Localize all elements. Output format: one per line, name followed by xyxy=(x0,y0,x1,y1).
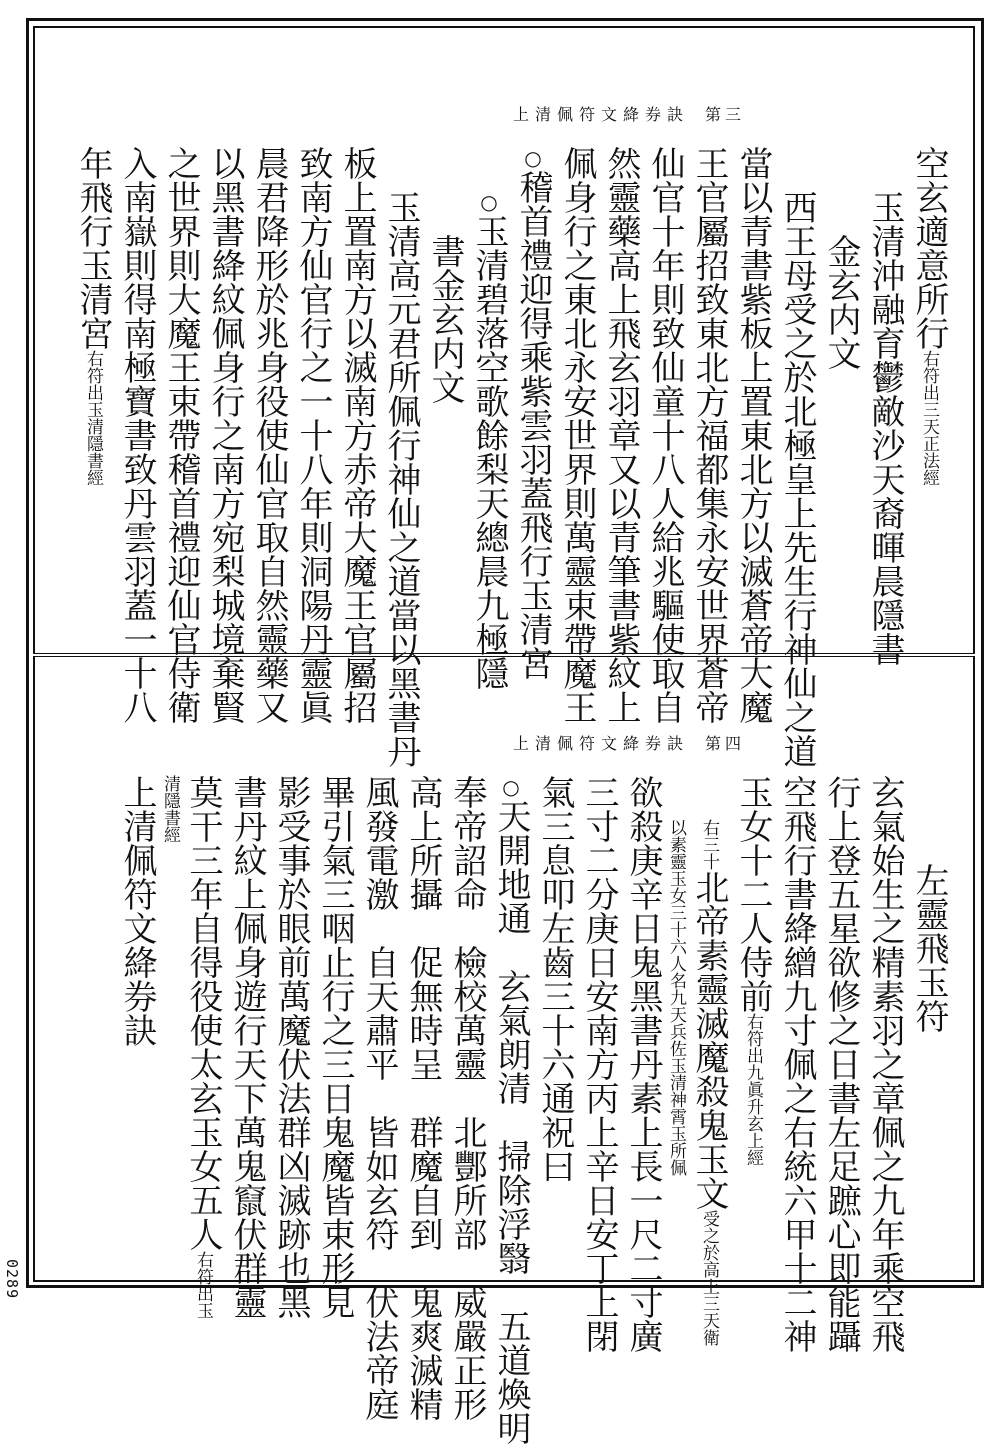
bottom-text-column xyxy=(269,775,313,1319)
bottom-text-column xyxy=(819,775,863,1353)
top-text-column xyxy=(555,146,599,724)
main-text: 晨君降形於兆身役使仙官取自然靈藥又 xyxy=(249,146,289,724)
main-text: 書金玄内文 xyxy=(425,234,465,404)
main-text: 然靈藥高上飛玄羽章又以青筆書紫紋上 xyxy=(601,146,641,724)
top-header-page-number: 第三 xyxy=(704,105,745,124)
main-text: 莫干三年自得役使太玄玉女五人 xyxy=(183,775,223,1251)
main-text: 空飛行書絳繒九寸佩之右統六甲十二神 xyxy=(777,775,817,1353)
bottom-text-column xyxy=(577,775,621,1353)
top-text-column xyxy=(115,146,159,724)
main-text: 書丹紋上佩身遊行天下萬鬼竄伏群靈 xyxy=(227,775,267,1319)
bottom-text-column xyxy=(159,775,181,1262)
top-text-column xyxy=(731,146,775,724)
interlinear-note: 右符出三天正法經 xyxy=(919,350,939,486)
top-page-header xyxy=(513,102,745,125)
interlinear-note: 右三十 xyxy=(699,819,719,870)
bottom-text-column xyxy=(665,775,687,1262)
main-text: 之世界則大魔王束帶稽首禮迎仙官侍衛 xyxy=(161,146,201,724)
top-text-column xyxy=(643,146,687,724)
main-text: 玉清沖融育鬱敵沙天裔暉晨隱書 xyxy=(865,190,905,666)
margin-page-number: 0289 xyxy=(3,1258,21,1299)
top-text-column xyxy=(467,146,511,690)
bottom-text-column xyxy=(731,775,775,1262)
bottom-text-column xyxy=(181,775,225,1319)
main-text: 畢引氣三咽止行之三日鬼魔皆束形見 xyxy=(315,775,355,1319)
main-text: 玉清碧落空歌餘梨天總晨九極隱 xyxy=(469,214,509,690)
main-text: 左靈飛玉符 xyxy=(909,863,949,1033)
main-text: 玉女十二人侍前 xyxy=(733,775,773,1013)
main-text: 三寸二分庚日安南方丙上辛日安丁上閉 xyxy=(579,775,619,1353)
main-text: 空玄適意所行 xyxy=(909,146,949,350)
main-text: 欲殺庚辛日鬼黑書丹素上長一尺二寸廣 xyxy=(623,775,663,1353)
main-text: 仙官十年則致仙童十八人給兆驅使取自 xyxy=(645,146,685,724)
main-text: 上清佩符文絳券訣 xyxy=(117,775,157,1047)
interlinear-note: 右符出玉清隱書經 xyxy=(83,350,103,486)
main-text: 當以青書紫板上置東北方以滅蒼帝大魔 xyxy=(733,146,773,724)
top-text-column xyxy=(511,146,555,680)
bottom-header-page-number: 第四 xyxy=(704,734,745,753)
bottom-text-column xyxy=(489,775,533,1445)
circle-mark-icon: ○ xyxy=(499,775,523,799)
circle-mark-icon: ○ xyxy=(521,146,545,170)
main-text: 稽首禮迎得乘紫雲羽蓋飛行玉清宮 xyxy=(513,170,553,680)
bottom-page-panel xyxy=(33,656,975,1445)
main-text: 入南嶽則得南極寶書致丹雲羽蓋一十八 xyxy=(117,146,157,724)
top-text-column xyxy=(907,146,951,635)
interlinear-note: 受之於高上三天衛 xyxy=(699,1210,719,1346)
top-text-column xyxy=(247,146,291,724)
main-text: 氣三息叩左齒三十六通祝曰 xyxy=(535,775,575,1183)
interlinear-note: 右符出九眞升玄上經 xyxy=(743,1013,763,1166)
main-text: 奉帝詔命 檢校萬靈 北酆所部 威嚴正形 xyxy=(447,775,487,1421)
bottom-text-column xyxy=(533,775,577,1262)
top-header-title: 上清佩符文絳券訣 xyxy=(512,105,689,124)
circle-mark-icon: ○ xyxy=(477,190,501,214)
bottom-text-columns xyxy=(55,775,951,1445)
main-text: 佩身行之東北永安世界則萬靈束帶魔王 xyxy=(557,146,597,724)
main-text: 以黑書絳紋佩身行之南方宛梨城境棄賢 xyxy=(205,146,245,724)
main-text: 影受事於眼前萬魔伏法群凶滅跡也黑 xyxy=(271,775,311,1319)
top-text-column xyxy=(159,146,203,724)
top-text-column xyxy=(379,146,423,768)
bottom-text-column xyxy=(621,775,665,1353)
main-text: 年飛行玉清宮 xyxy=(73,146,113,350)
top-text-column xyxy=(687,146,731,724)
main-text: 金玄内文 xyxy=(821,234,861,370)
top-text-column xyxy=(423,146,467,635)
interlinear-note: 右符出玉 xyxy=(193,1251,213,1319)
top-text-column xyxy=(775,146,819,768)
top-text-column xyxy=(291,146,335,724)
main-text: 北帝素靈滅魔殺鬼玉文 xyxy=(689,870,729,1210)
main-text: 板上置南方以滅南方赤帝大魔王官屬招 xyxy=(337,146,377,724)
main-text: 玉清高元君所佩行神仙之道當以黑書丹 xyxy=(381,190,421,768)
bottom-page-header xyxy=(513,731,745,754)
top-text-column xyxy=(819,146,863,635)
bottom-text-column xyxy=(687,775,731,1346)
bottom-text-column xyxy=(445,775,489,1421)
main-text: 玄氣始生之精素羽之章佩之九年乘空飛 xyxy=(865,775,905,1353)
main-text: 王官屬招致東北方福都集永安世界蒼帝 xyxy=(689,146,729,724)
bottom-text-column xyxy=(907,775,951,1262)
main-text: 西王母受之於北極皇上先生行神仙之道 xyxy=(777,190,817,768)
top-text-column xyxy=(71,146,115,635)
main-text: 天開地通 玄氣朗清 掃除浮翳 五道煥明 xyxy=(491,799,531,1445)
bottom-text-column xyxy=(775,775,819,1353)
bottom-header-title: 上清佩符文絳券訣 xyxy=(512,734,689,753)
main-text: 行上登五星欲修之日書左足蹠心即能躡 xyxy=(821,775,861,1353)
top-text-column xyxy=(863,146,907,666)
interlinear-note: 以素靈玉女三十六人名九天兵佐玉清神霄玉所佩 xyxy=(666,819,686,1176)
top-text-column xyxy=(599,146,643,724)
interlinear-note: 清隱書經 xyxy=(160,775,180,843)
bottom-text-column xyxy=(401,775,445,1421)
bottom-text-column xyxy=(863,775,907,1353)
bottom-text-column xyxy=(225,775,269,1319)
top-text-column xyxy=(203,146,247,724)
bottom-text-column xyxy=(357,775,401,1421)
main-text: 致南方仙官行之一十八年則洞陽丹靈眞 xyxy=(293,146,333,724)
bottom-text-column xyxy=(115,775,159,1262)
main-text: 高上所攝 促無時呈 群魔自到 鬼爽滅精 xyxy=(403,775,443,1421)
top-text-column xyxy=(335,146,379,724)
bottom-text-column xyxy=(313,775,357,1319)
main-text: 風發電激 自天肅平 皆如玄符 伏法帝庭 xyxy=(359,775,399,1421)
